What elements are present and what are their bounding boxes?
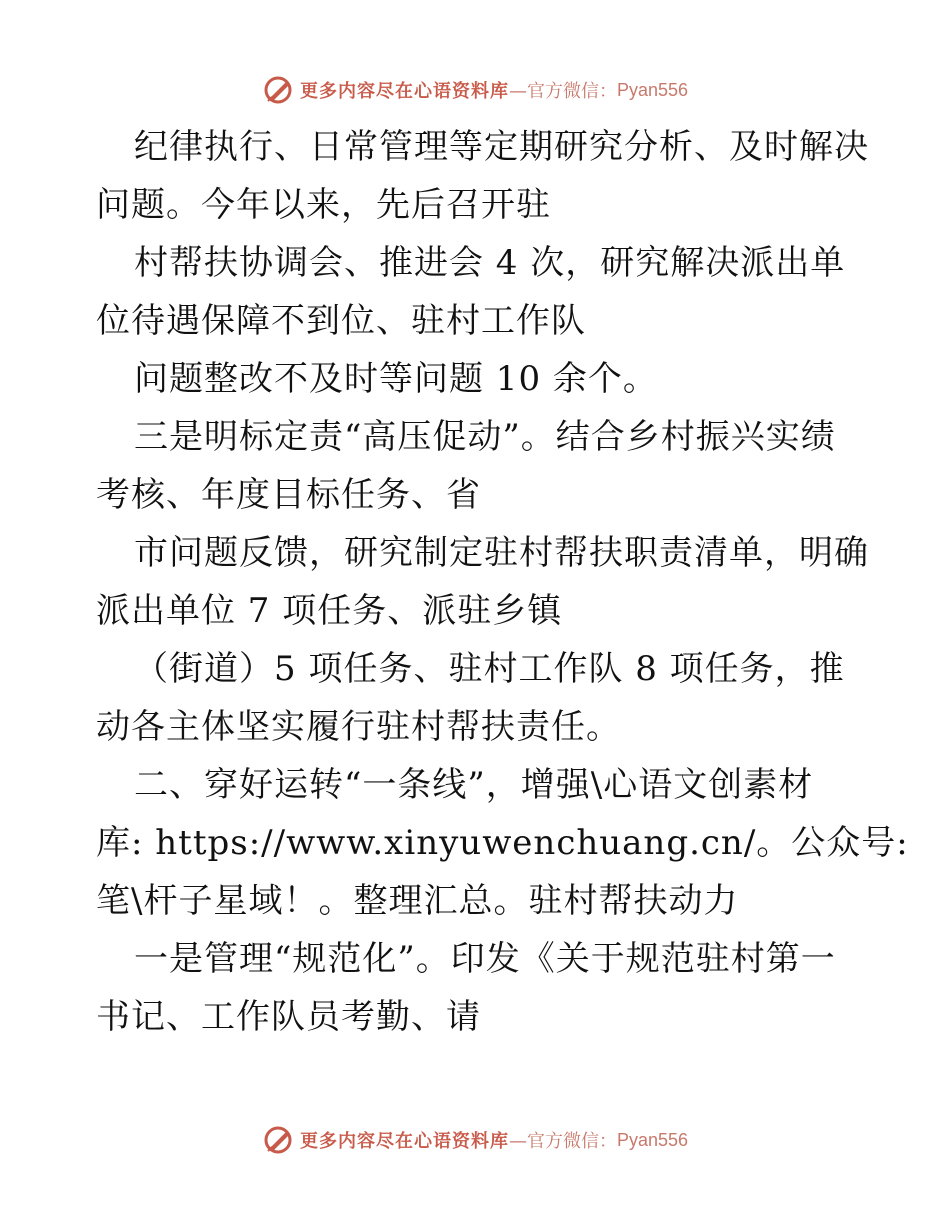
text-line: 二、穿好运转“一条线”，增强\心语文创素材 (134, 765, 814, 805)
text-line: 一是管理“规范化”。印发《关于规范驻村第一 (134, 939, 836, 979)
text-line: 三是明标定责“高压促动”。结合乡村振兴实绩 (134, 417, 836, 457)
text-line: 纪律执行、日常管理等定期研究分析、及时解决 (134, 127, 869, 167)
text-line: 市问题反馈，研究制定驻村帮扶职责清单，明确 (134, 533, 869, 573)
text-line: 问题整改不及时等问题 10 余个。 (134, 359, 658, 399)
watermark-brand: 更多内容尽在心语资料库 (299, 81, 509, 102)
watermark-wechat-id: Pyan556 (616, 79, 689, 100)
footer-watermark (0, 1120, 950, 1160)
text-line: 位待遇保障不到位、驻村工作队 (96, 301, 586, 341)
text-line: 书记、工作队员考勤、请 (96, 997, 481, 1037)
text-line: （街道）5 项任务、驻村工作队 8 项任务，推 (134, 649, 845, 689)
watermark-brand: 更多内容尽在心语资料库 (299, 1131, 509, 1152)
text-line: 笔\杆子星域！。整理汇总。驻村帮扶动力 (96, 881, 739, 921)
text-line: 村帮扶协调会、推进会 4 次，研究解决派出单 (134, 243, 846, 283)
watermark-wechat-id: Pyan556 (616, 1129, 689, 1150)
quill-logo-icon (262, 74, 294, 106)
text-line: 考核、年度目标任务、省 (96, 475, 481, 515)
header-watermark (0, 70, 950, 110)
text-line: 库: https://www.xinyuwenchuang.cn/。公众号: (96, 823, 909, 863)
text-line: 问题。今年以来，先后召开驻 (96, 185, 551, 225)
watermark-label: —官方微信： (508, 1131, 617, 1152)
text-line: 派出单位 7 项任务、派驻乡镇 (96, 591, 563, 631)
document-body (96, 118, 909, 1046)
text-line: 动各主体坚实履行驻村帮扶责任。 (96, 707, 621, 747)
quill-logo-icon (262, 1124, 294, 1156)
watermark-label: —官方微信： (508, 81, 617, 102)
